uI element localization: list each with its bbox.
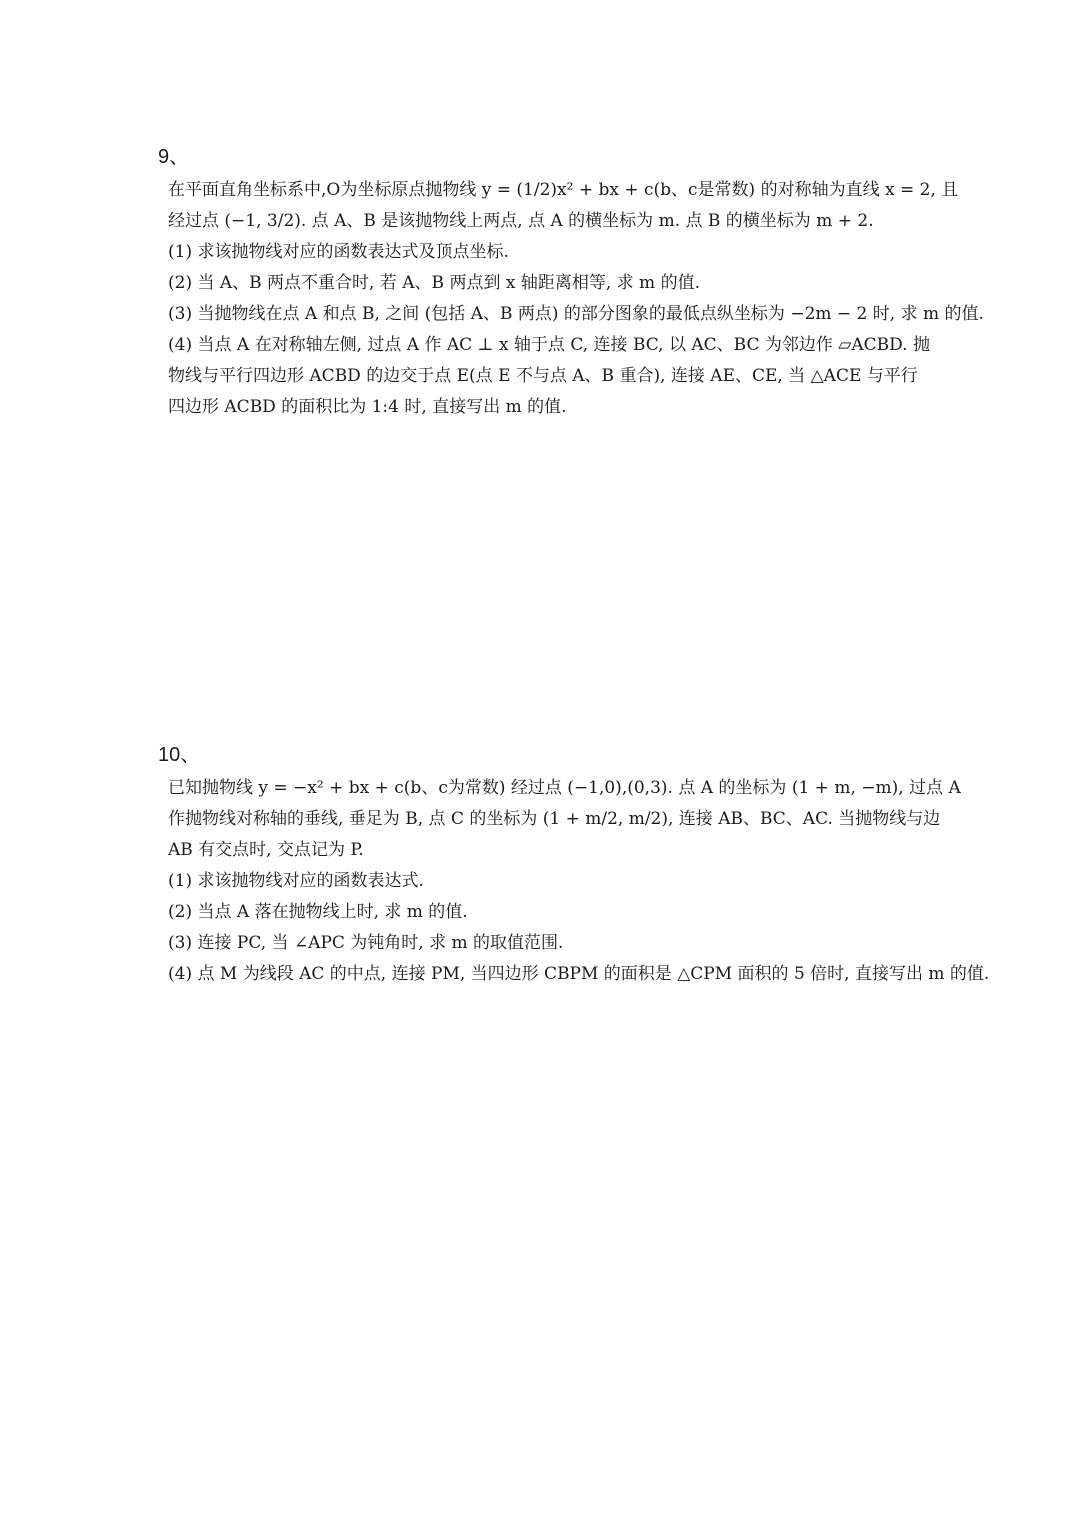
problem-text-line: 物线与平行四边形 ACBD 的边交于点 E(点 E 不与点 A、B 重合), 连接 AE、CE, 当 △ACE 与平行 [168, 366, 918, 386]
sub-question-4: (4) 当点 A 在对称轴左侧, 过点 A 作 AC ⊥ x 轴于点 C, 连接 BC, 以 AC、BC 为邻边作 ▱ACBD. 抛 [168, 335, 930, 355]
problem-9 [158, 140, 998, 423]
problem-number: 10、 [158, 744, 201, 766]
problem-text-line: 已知抛物线 y = −x² + bx + c(b、c为常数) 经过点 (−1,0),(0,3). 点 A 的坐标为 (1 + m, −m), 过点 A [168, 778, 961, 798]
problem-text-line: 作抛物线对称轴的垂线, 垂足为 B, 点 C 的坐标为 (1 + m/2, m/2), 连接 AB、BC、AC. 当抛物线与边 [168, 809, 941, 829]
sub-question-3: (3) 连接 PC, 当 ∠APC 为钝角时, 求 m 的取值范围. [168, 933, 564, 953]
sub-question-4: (4) 点 M 为线段 AC 的中点, 连接 PM, 当四边形 CBPM 的面积是 △CPM 面积的 5 倍时, 直接写出 m 的值. [168, 964, 990, 984]
problem-10 [158, 738, 998, 990]
problem-text-line: 在平面直角坐标系中,O为坐标原点抛物线 y = (1/2)x² + bx + c(b、c是常数) 的对称轴为直线 x = 2, 且 [168, 180, 959, 200]
problem-number: 9、 [158, 146, 190, 168]
problem-text-line: 四边形 ACBD 的面积比为 1:4 时, 直接写出 m 的值. [168, 397, 567, 417]
sub-question-3: (3) 当抛物线在点 A 和点 B, 之间 (包括 A、B 两点) 的部分图象的最低点纵坐标为 −2m − 2 时, 求 m 的值. [168, 304, 984, 324]
sub-question-2: (2) 当点 A 落在抛物线上时, 求 m 的值. [168, 902, 468, 922]
problem-text-line: AB 有交点时, 交点记为 P. [168, 840, 364, 860]
sub-question-1: (1) 求该抛物线对应的函数表达式. [168, 871, 424, 891]
problem-text-line: 经过点 (−1, 3/2). 点 A、B 是该抛物线上两点, 点 A 的横坐标为 m. 点 B 的横坐标为 m + 2. [168, 211, 874, 231]
sub-question-1: (1) 求该抛物线对应的函数表达式及顶点坐标. [168, 242, 509, 262]
sub-question-2: (2) 当 A、B 两点不重合时, 若 A、B 两点到 x 轴距离相等, 求 m 的值. [168, 273, 700, 293]
